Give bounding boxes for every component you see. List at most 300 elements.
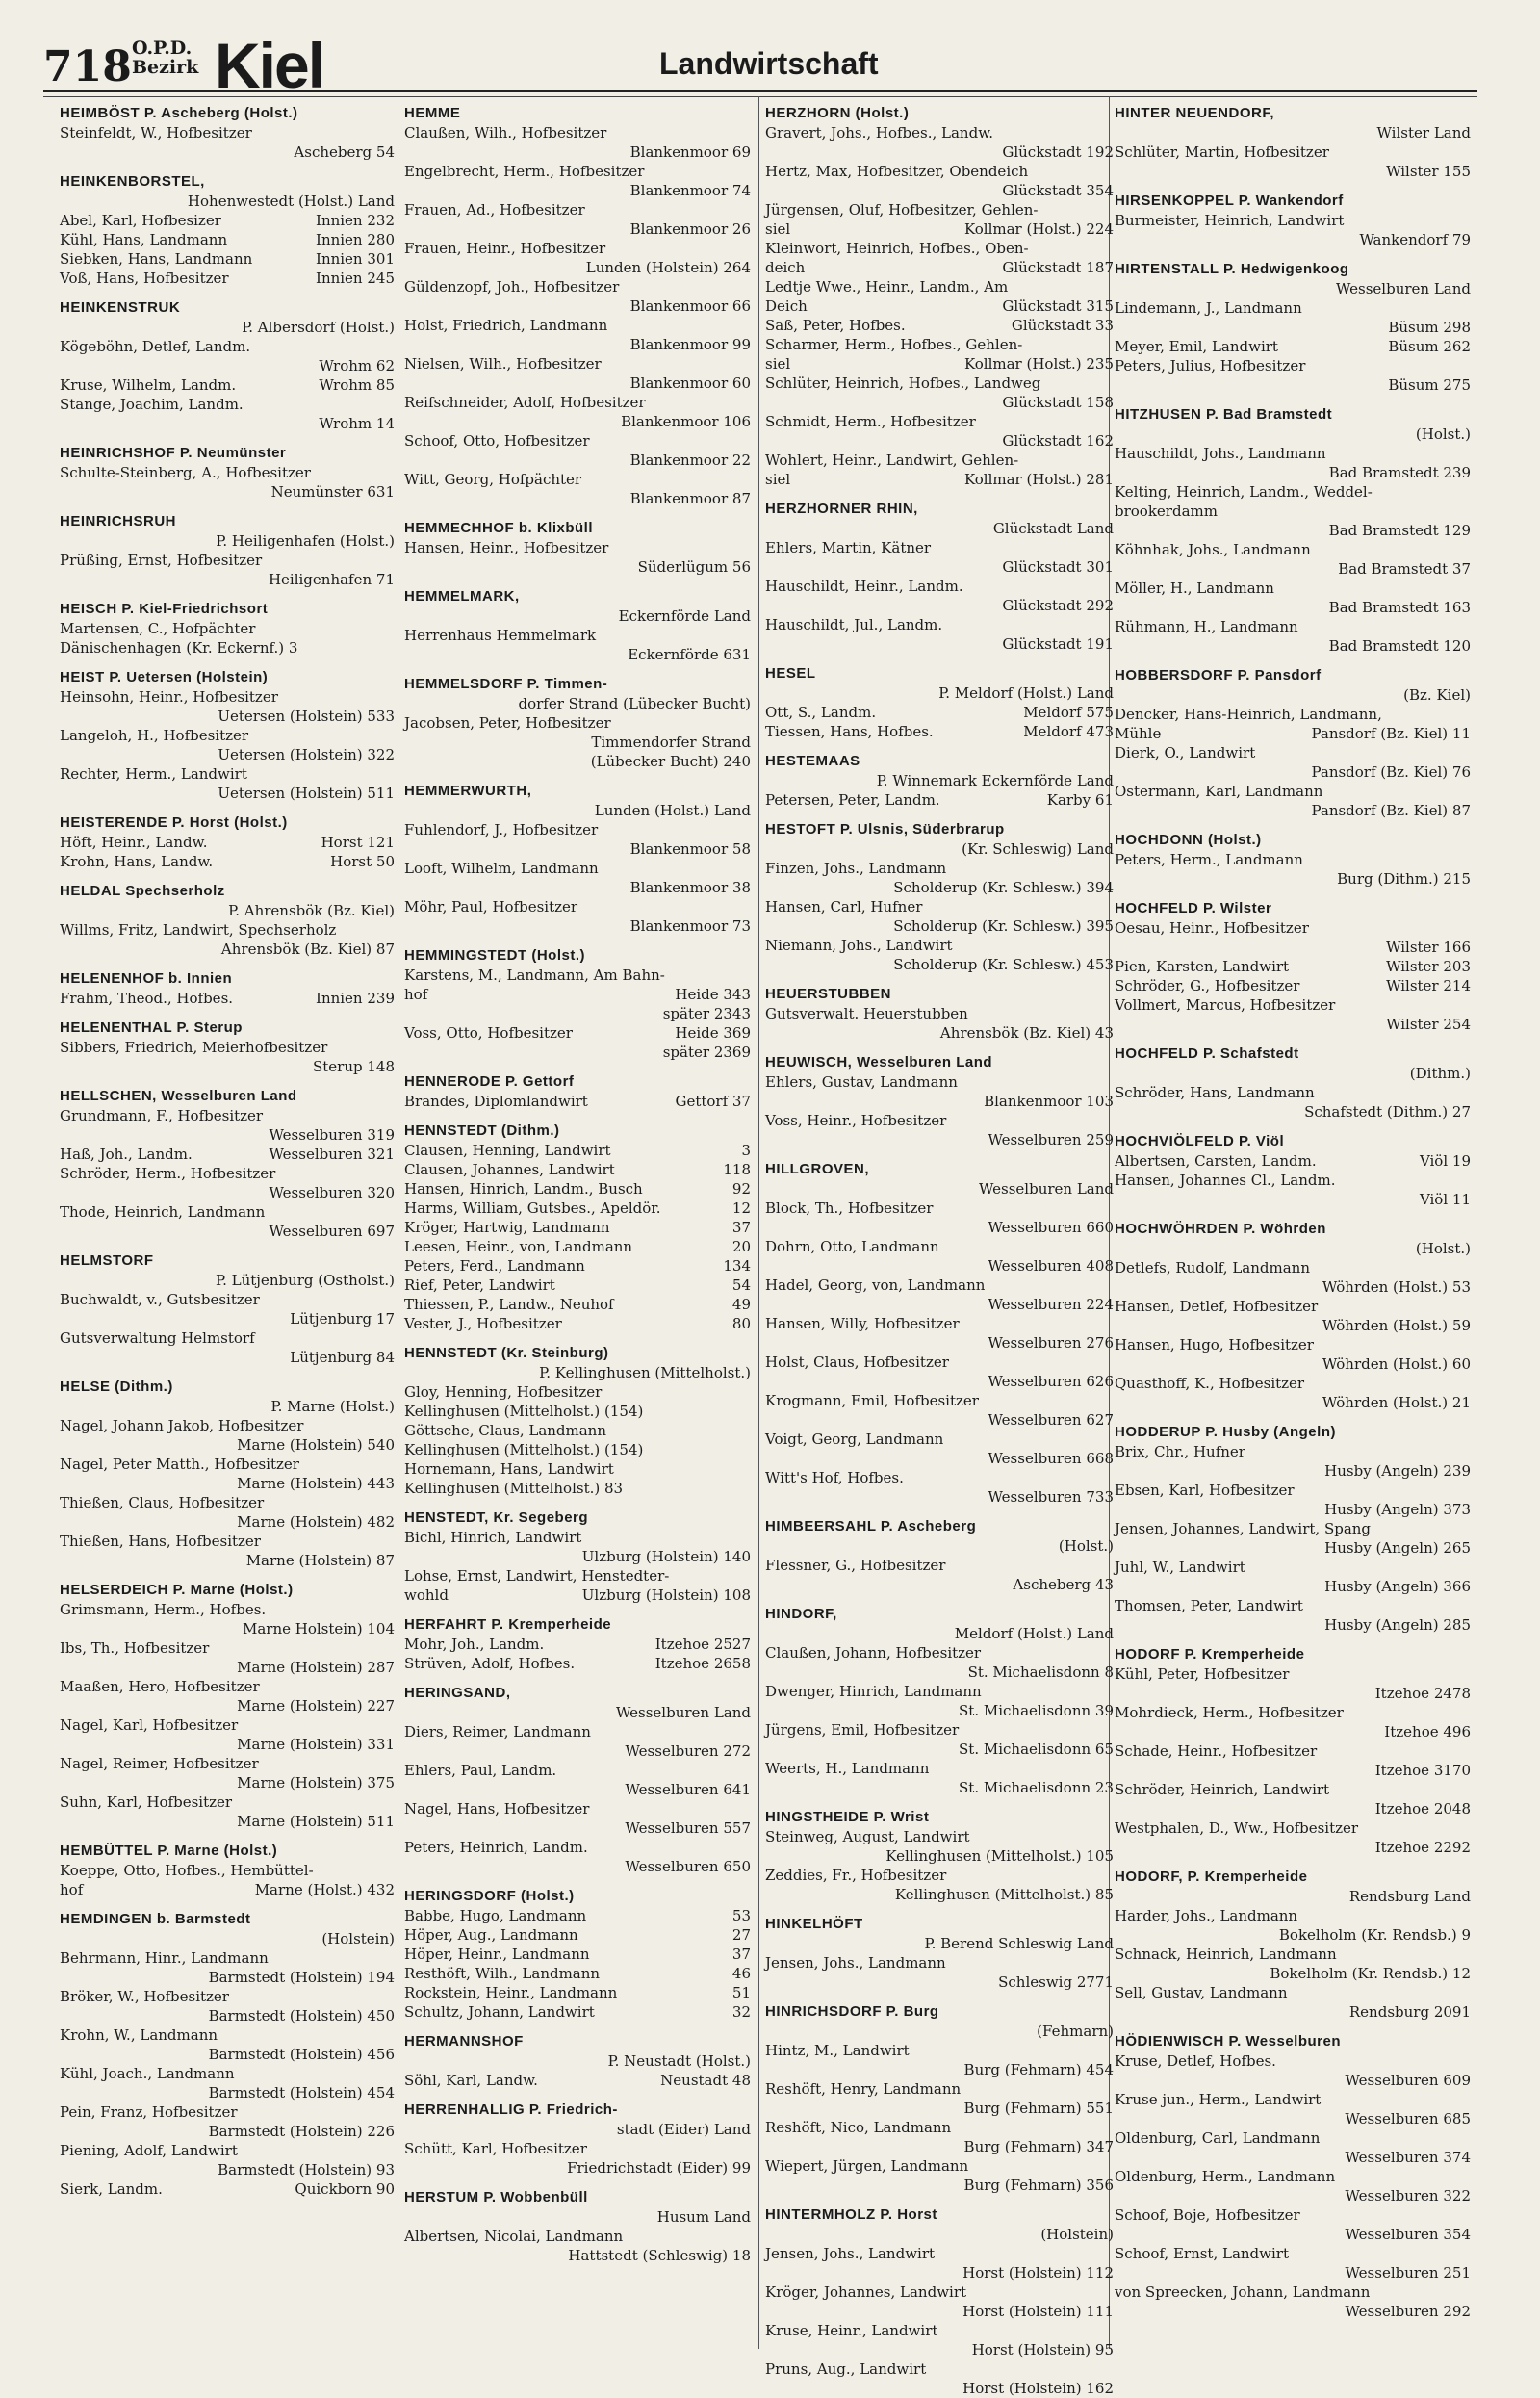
listing-phone: Wilster 155 <box>1386 163 1471 180</box>
locality-heading: HINTER NEUENDORF, <box>1115 105 1275 121</box>
listing-name: Pien, Karsten, Landwirt <box>1115 958 1290 975</box>
listing-name: Piening, Adolf, Landwirt <box>60 2142 238 2159</box>
listing-line <box>1115 375 1471 395</box>
listing-line <box>765 162 1114 181</box>
locality-subheading: Eckernförde Land <box>618 607 751 625</box>
listing-line <box>1115 1277 1471 1297</box>
listing-name: Detlefs, Rudolf, Landmann <box>1115 1259 1310 1276</box>
listing-line <box>1115 298 1471 318</box>
listing-line <box>1115 2071 1471 2090</box>
listing-name: Pruns, Aug., Landwirt <box>765 2360 927 2378</box>
locality-heading: HERSTUM P. Wobbenbüll <box>404 2189 588 2205</box>
listing-name: Kühl, Peter, Hofbesitzer <box>1115 1665 1290 1683</box>
listing-name: Holst, Friedrich, Landmann <box>404 317 608 334</box>
locality-entry <box>1115 260 1471 395</box>
listing-line <box>1115 1500 1471 1519</box>
listing-phone: 37 <box>732 1219 751 1236</box>
listing-phone: Bad Bramstedt 129 <box>1328 522 1471 539</box>
listing-phone: 51 <box>732 1984 751 2001</box>
listing-line <box>60 337 395 356</box>
listing-line <box>1115 705 1471 724</box>
listing-name: Peters, Julius, Hofbesitzer <box>1115 357 1306 374</box>
listing-phone: Blankenmoor 22 <box>629 451 751 469</box>
locality-entry <box>1115 666 1471 820</box>
listing-line <box>1115 1258 1471 1277</box>
listing-line <box>404 1799 751 1818</box>
locality-heading: HENSTEDT, Kr. Segeberg <box>404 1509 589 1526</box>
listing-line <box>1115 1190 1471 1209</box>
locality-heading: HOCHFELD P. Wilster <box>1115 900 1272 916</box>
listing-line <box>60 1038 395 1057</box>
locality-entry <box>404 1072 751 1111</box>
locality-entry <box>60 1910 395 2199</box>
listing-line <box>1115 559 1471 579</box>
listing-name: Schütt, Karl, Hofbesitzer <box>404 2140 587 2157</box>
listing-name: Kruse, Heinr., Landwirt <box>765 2322 938 2339</box>
listing-line <box>404 1092 751 1111</box>
listing-phone: Blankenmoor 69 <box>629 143 751 161</box>
locality-heading: HINGSTHEIDE P. Wrist <box>765 1809 930 1825</box>
listing-line <box>60 1290 395 1309</box>
listing-name: Sierk, Landm. <box>60 2180 163 2198</box>
listing-line <box>1115 2167 1471 2186</box>
listing-name: Nagel, Johann Jakob, Hofbesitzer <box>60 1417 304 1434</box>
listing-phone: Viöl 11 <box>1419 1191 1471 1208</box>
listing-name: Thiessen, P., Landw., Neuhof <box>404 1296 614 1313</box>
locality-subheading: (Dithm.) <box>1409 1065 1471 1082</box>
listing-name: Oesau, Heinr., Hofbesitzer <box>1115 919 1309 937</box>
listing-line <box>404 626 751 645</box>
listing-line <box>60 920 395 940</box>
listing-name: Zeddies, Fr., Hofbesitzer <box>765 1867 947 1884</box>
listing-line <box>404 1141 751 1160</box>
listing-phone: 118 <box>723 1161 751 1178</box>
listing-line <box>404 2071 751 2090</box>
listing-phone: Blankenmoor 74 <box>629 182 751 199</box>
locality-subheading: stadt (Eider) Land <box>616 2121 751 2138</box>
listing-line <box>404 1023 751 1043</box>
listing-line <box>1115 142 1471 162</box>
listing-name: Hansen, Carl, Hufner <box>765 898 923 915</box>
listing-line <box>765 2359 1114 2379</box>
listing-line <box>765 2321 1114 2340</box>
listing-phone: Barmstedt (Holstein) 454 <box>208 2084 395 2101</box>
listing-phone: 53 <box>732 1907 751 1924</box>
listing-line <box>404 1160 751 1179</box>
locality-subheading: Lunden (Holst.) Land <box>594 802 751 819</box>
directory-column-2 <box>404 104 751 2342</box>
listing-line <box>60 1222 395 1241</box>
listing-line <box>765 1468 1114 1487</box>
listing-line <box>1115 1818 1471 1838</box>
listing-line <box>765 142 1114 162</box>
locality-entry <box>404 782 751 936</box>
listing-name: Schlüter, Martin, Hofbesitzer <box>1115 143 1329 161</box>
listing-line <box>1115 2148 1471 2167</box>
listing-name: Tiessen, Hans, Hofbes. <box>765 723 934 740</box>
locality-heading: HESEL <box>765 665 816 682</box>
listing-name: Kühl, Joach., Landmann <box>60 2065 235 2082</box>
listing-line <box>60 395 395 414</box>
listing-phone: Wesselburen 609 <box>1345 2072 1471 2089</box>
listing-line <box>60 1987 395 2006</box>
listing-line <box>60 230 395 249</box>
locality-subheading: Hohenwestedt (Holst.) Land <box>187 193 395 210</box>
listing-line <box>404 142 751 162</box>
locality-entry <box>765 1915 1114 1992</box>
listing-line <box>765 859 1114 878</box>
listing-phone: Bokelholm (Kr. Rendsb.) 9 <box>1278 1926 1471 1944</box>
locality-entry <box>404 1615 751 1673</box>
listing-name: Reshöft, Nico, Landmann <box>765 2119 952 2136</box>
listing-phone: 20 <box>732 1238 751 1255</box>
listing-name: Höft, Heinr., Landw. <box>60 834 208 851</box>
listing-phone: Timmendorfer Strand <box>591 734 751 751</box>
listing-name: Langeloh, H., Hofbesitzer <box>60 727 249 744</box>
listing-phone: Lütjenburg 84 <box>290 1349 395 1366</box>
listing-line <box>60 852 395 871</box>
locality-heading: HIRSENKOPPEL P. Wankendorf <box>1115 193 1344 209</box>
listing-phone: Bokelholm (Kr. Rendsb.) 12 <box>1270 1965 1471 1982</box>
listing-line <box>404 162 751 181</box>
locality-entry <box>60 1251 395 1367</box>
listing-line <box>1115 1335 1471 1354</box>
listing-line <box>404 1586 751 1605</box>
listing-line <box>765 219 1114 239</box>
listing-line <box>404 1566 751 1586</box>
listing-phone: Bad Bramstedt 120 <box>1328 637 1471 655</box>
locality-subheading: (Holst.) <box>1415 425 1471 443</box>
listing-line <box>60 2025 395 2045</box>
listing-name: Krohn, W., Landmann <box>60 2026 218 2044</box>
directory-column-3 <box>765 104 1114 2397</box>
listing-line <box>765 277 1114 297</box>
locality-subheading: (Bz. Kiel) <box>1403 686 1471 704</box>
listing-name: Flessner, G., Hofbesitzer <box>765 1557 946 1574</box>
locality-heading: HIRTENSTALL P. Hedwigenkoog <box>1115 261 1349 277</box>
listing-line <box>765 897 1114 916</box>
listing-name: Jürgensen, Oluf, Hofbesitzer, Gehlen- <box>765 201 1039 219</box>
locality-entry <box>1115 192 1471 249</box>
listing-line <box>1115 762 1471 782</box>
locality-heading: HEINRICHSRUH <box>60 513 177 529</box>
listing-line <box>1115 938 1471 957</box>
listing-line <box>765 123 1114 142</box>
listing-phone: Marne (Holstein) 540 <box>237 1436 395 1454</box>
listing-line <box>1115 1906 1471 1925</box>
listing-name: Albertsen, Nicolai, Landmann <box>404 2228 624 2245</box>
listing-name: Nielsen, Wilh., Hofbesitzer <box>404 355 602 373</box>
listing-name: Brandes, Diplomlandwirt <box>404 1093 588 1110</box>
locality-heading: HELENENTHAL P. Sterup <box>60 1019 243 1036</box>
listing-line <box>1115 636 1471 656</box>
listing-phone: 54 <box>732 1276 751 1294</box>
listing-name: Thode, Heinrich, Landmann <box>60 1203 266 1221</box>
listing-phone: Pansdorf (Bz. Kiel) 11 <box>1311 725 1471 742</box>
locality-entry <box>404 1122 751 1333</box>
listing-phone: Innien 239 <box>316 990 395 1007</box>
locality-heading: HEISTERENDE P. Horst (Holst.) <box>60 814 288 831</box>
listing-line <box>765 1827 1114 1846</box>
listing-name: Steinweg, August, Landwirt <box>765 1828 970 1845</box>
listing-name: Jensen, Johs., Landwirt <box>765 2245 936 2262</box>
locality-heading: HITZHUSEN P. Bad Bramstedt <box>1115 406 1333 423</box>
listing-line <box>1115 230 1471 249</box>
locality-subheading: P. Ahrensbök (Bz. Kiel) <box>228 902 395 919</box>
directory-column-4 <box>1115 104 1471 2342</box>
listing-phone: Horst (Holstein) 111 <box>962 2303 1114 2320</box>
listing-name: Höper, Aug., Landmann <box>404 1926 578 1944</box>
locality-entry <box>404 587 751 664</box>
listing-name: Block, Th., Hofbesitzer <box>765 1199 934 1217</box>
listing-phone: Wesselburen 627 <box>988 1411 1114 1429</box>
listing-phone: Kollmar (Holst.) 281 <box>963 471 1114 488</box>
locality-entry <box>60 172 395 288</box>
listing-line <box>404 2158 751 2178</box>
listing-line <box>60 1416 395 1435</box>
listing-line <box>1115 482 1471 502</box>
listing-phone: Scholderup (Kr. Schlesw.) 453 <box>893 956 1114 973</box>
listing-line <box>765 1256 1114 1276</box>
listing-name: Hansen, Heinr., Hofbesitzer <box>404 539 609 556</box>
listing-name: Hansen, Johannes Cl., Landm. <box>1115 1172 1336 1189</box>
locality-entry <box>1115 1044 1471 1122</box>
listing-line <box>404 2227 751 2246</box>
locality-entry <box>404 2101 751 2178</box>
listing-line <box>60 2045 395 2064</box>
listing-name: Engelbrecht, Herm., Hofbesitzer <box>404 163 645 180</box>
listing-name: Peters, Herm., Landmann <box>1115 851 1303 868</box>
locality-subheading: P. Meldorf (Holst.) Land <box>938 684 1114 702</box>
listing-line <box>1115 1015 1471 1034</box>
listing-name: Hertz, Max, Hofbesitzer, Obendeich <box>765 163 1029 180</box>
listing-line <box>60 1145 395 1164</box>
header-rule <box>43 90 1477 92</box>
listing-phone: Itzehoe 3170 <box>1374 1762 1471 1779</box>
listing-line <box>1115 1461 1471 1481</box>
locality-subheading: (Fehmarn) <box>1037 2023 1114 2040</box>
listing-phone: Uetersen (Holstein) 533 <box>218 708 395 725</box>
listing-phone: Kollmar (Holst.) 224 <box>963 220 1114 238</box>
listing-line <box>60 211 395 230</box>
locality-heading: HELSE (Dithm.) <box>60 1379 173 1395</box>
listing-line <box>60 1658 395 1677</box>
listing-name: Hansen, Willy, Hofbesitzer <box>765 1315 960 1332</box>
listing-name: Albertsen, Carsten, Landm. <box>1115 1152 1317 1170</box>
listing-line <box>1115 2109 1471 2128</box>
listing-line <box>60 619 395 638</box>
listing-line <box>60 1493 395 1512</box>
listing-phone: 80 <box>732 1315 751 1332</box>
listing-phone: (Lübecker Bucht) 240 <box>590 753 751 770</box>
listing-line <box>1115 1519 1471 1538</box>
listing-phone: Wesselburen 224 <box>988 1296 1114 1313</box>
listing-line <box>1115 1393 1471 1412</box>
listing-name: Ehlers, Gustav, Landmann <box>765 1073 958 1091</box>
listing-line <box>765 2282 1114 2302</box>
listing-line <box>404 181 751 200</box>
listing-line <box>765 451 1114 470</box>
listing-name: Vollmert, Marcus, Hofbesitzer <box>1115 996 1336 1014</box>
listing-phone: Wöhrden (Holst.) 60 <box>1322 1355 1471 1373</box>
locality-entry <box>60 1378 395 1570</box>
listing-line <box>404 878 751 897</box>
listing-line <box>404 752 751 771</box>
listing-line <box>765 1846 1114 1866</box>
listing-phone: Burg (Fehmarn) 454 <box>963 2061 1114 2078</box>
locality-entry <box>1115 1132 1471 1209</box>
locality-heading: HELDAL Spechserholz <box>60 883 225 899</box>
listing-line <box>60 764 395 784</box>
listing-line <box>765 2263 1114 2282</box>
listing-phone: Büsum 262 <box>1388 338 1471 355</box>
listing-line <box>1115 2244 1471 2263</box>
listing-phone: Kollmar (Holst.) 235 <box>963 355 1114 373</box>
listing-name: Ott, S., Landm. <box>765 704 877 721</box>
listing-name: Jensen, Johs., Landmann <box>765 1954 946 1972</box>
locality-entry <box>60 1019 395 1076</box>
locality-subheading: (Holstein) <box>321 1930 395 1947</box>
listing-line <box>60 1754 395 1773</box>
listing-phone: Wöhrden (Holst.) 59 <box>1322 1317 1471 1334</box>
listing-phone: Wrohm 62 <box>319 357 395 374</box>
locality-entry <box>765 752 1114 810</box>
listing-line <box>1115 918 1471 938</box>
listing-name: Hadel, Georg, von, Landmann <box>765 1276 986 1294</box>
listing-phone: Marne (Holstein) 227 <box>237 1697 395 1715</box>
listing-line <box>765 2176 1114 2195</box>
listing-name: Behrmann, Hinr., Landmann <box>60 1949 269 1967</box>
listing-name: Resthöft, Wilh., Landmann <box>404 1965 601 1982</box>
listing-name: Mohr, Joh., Landm. <box>404 1636 545 1653</box>
listing-phone: Wesselburen 650 <box>625 1858 751 1875</box>
listing-phone: Wesselburen 259 <box>988 1131 1114 1148</box>
listing-line <box>60 2064 395 2083</box>
listing-name: Schnack, Heinrich, Landmann <box>1115 1946 1337 1963</box>
listing-name: Siebken, Hans, Landmann <box>60 250 253 268</box>
listing-line <box>60 1735 395 1754</box>
listing-phone: Wrohm 14 <box>319 415 395 432</box>
listing-name: Weerts, H., Landmann <box>765 1760 930 1777</box>
listing-line <box>60 123 395 142</box>
listing-line <box>404 1818 751 1838</box>
listing-phone: Blankenmoor 26 <box>629 220 751 238</box>
listing-line <box>404 200 751 219</box>
listing-name: Gutsverwaltung Helmstorf <box>60 1329 255 1347</box>
locality-subheading: P. Winnemark Eckernförde Land <box>876 772 1114 789</box>
listing-phone: Blankenmoor 66 <box>629 297 751 315</box>
locality-heading: HEINRICHSHOF P. Neumünster <box>60 445 287 461</box>
locality-heading: HINRICHSDORF P. Burg <box>765 2003 939 2020</box>
listing-line <box>60 1638 395 1658</box>
listing-phone: Wankendorf 79 <box>1359 231 1471 248</box>
listing-name: Kellinghusen (Mittelholst.) (154) <box>404 1441 644 1458</box>
listing-line <box>404 1635 751 1654</box>
listing-line <box>1115 1780 1471 1799</box>
listing-name: siel <box>765 220 791 238</box>
listing-line <box>60 2160 395 2179</box>
listing-phone: Marne Holstein) 104 <box>243 1620 395 1637</box>
listing-phone: Schafstedt (Dithm.) 27 <box>1304 1103 1471 1121</box>
listing-line <box>60 1619 395 1638</box>
listing-line <box>1115 743 1471 762</box>
locality-entry <box>60 600 395 658</box>
listing-phone: Heiligenhafen 71 <box>268 571 395 588</box>
listing-name: Ebsen, Karl, Hofbesitzer <box>1115 1482 1295 1499</box>
listing-name: Hauschildt, Jul., Landm. <box>765 616 943 633</box>
listing-name: Kühl, Hans, Landmann <box>60 231 228 248</box>
listing-name: Hintz, M., Landwirt <box>765 2042 910 2059</box>
listing-phone: Meldorf 575 <box>1023 704 1114 721</box>
locality-heading: HEINKENBORSTEL, <box>60 173 205 190</box>
listing-line <box>404 431 751 451</box>
locality-subheading: Meldorf (Holst.) Land <box>954 1625 1114 1642</box>
locality-entry <box>60 1087 395 1241</box>
listing-name: Schoof, Ernst, Landwirt <box>1115 2245 1289 2262</box>
listing-line <box>60 1715 395 1735</box>
listing-line <box>404 1179 751 1199</box>
listing-name: Kruse jun., Herm., Landwirt <box>1115 2091 1322 2108</box>
locality-entry <box>404 1344 751 1498</box>
listing-line <box>404 470 751 489</box>
listing-name: Rief, Peter, Landwirt <box>404 1276 555 1294</box>
locality-heading: HERZHORNER RHIN, <box>765 501 918 517</box>
listing-phone: Blankenmoor 73 <box>629 917 751 935</box>
locality-subheading: Husum Land <box>656 2208 751 2226</box>
listing-name: von Spreecken, Johann, Landmann <box>1115 2283 1371 2301</box>
locality-heading: HENNSTEDT (Kr. Steinburg) <box>404 1345 609 1361</box>
locality-heading: HEMMELMARK, <box>404 588 520 605</box>
locality-entry <box>765 1053 1114 1149</box>
listing-name: Buchwaldt, v., Gutsbesitzer <box>60 1291 260 1308</box>
listing-name: Meyer, Emil, Landwirt <box>1115 338 1278 355</box>
listing-line <box>404 1654 751 1673</box>
listing-phone: Ascheberg 43 <box>1013 1576 1114 1593</box>
locality-entry <box>404 946 751 1062</box>
listing-line <box>1115 540 1471 559</box>
listing-phone: Itzehoe 2292 <box>1374 1839 1471 1856</box>
locality-heading: HOCHVIÖLFELD P. Viöl <box>1115 1133 1285 1149</box>
listing-line <box>765 1295 1114 1314</box>
listing-name: Holst, Claus, Hofbesitzer <box>765 1354 949 1371</box>
listing-phone: Marne (Holstein) 87 <box>245 1552 395 1569</box>
listing-line <box>404 1964 751 1983</box>
listing-name: Möller, H., Landmann <box>1115 580 1274 597</box>
listing-phone: 49 <box>732 1296 751 1313</box>
listing-line <box>404 451 751 470</box>
listing-line <box>765 1430 1114 1449</box>
listing-name: Dierk, O., Landwirt <box>1115 744 1256 761</box>
listing-line <box>765 431 1114 451</box>
listing-phone: Itzehoe 2658 <box>654 1655 751 1672</box>
listing-name: Niemann, Johs., Landwirt <box>765 937 953 954</box>
listing-phone: Lunden (Holstein) 264 <box>585 259 751 276</box>
locality-entry <box>60 512 395 589</box>
listing-name: Kröger, Johannes, Landwirt <box>765 2283 967 2301</box>
listing-name: Koeppe, Otto, Hofbes., Hembüttel- <box>60 1862 314 1879</box>
listing-phone: Uetersen (Holstein) 511 <box>218 785 395 802</box>
locality-heading: HEMMINGSTEDT (Holst.) <box>404 947 585 964</box>
listing-line <box>404 354 751 374</box>
listing-line <box>404 1004 751 1023</box>
listing-phone: Husby (Angeln) 239 <box>1324 1462 1471 1480</box>
locality-heading: HEIMBÖST P. Ascheberg (Holst.) <box>60 105 298 121</box>
locality-heading: HEMMECHHOF b. Klixbüll <box>404 520 593 536</box>
listing-phone: Pansdorf (Bz. Kiel) 87 <box>1311 802 1471 819</box>
listing-line <box>404 1838 751 1857</box>
listing-name: Schulte-Steinberg, A., Hofbesitzer <box>60 464 311 481</box>
listing-line <box>60 1183 395 1202</box>
